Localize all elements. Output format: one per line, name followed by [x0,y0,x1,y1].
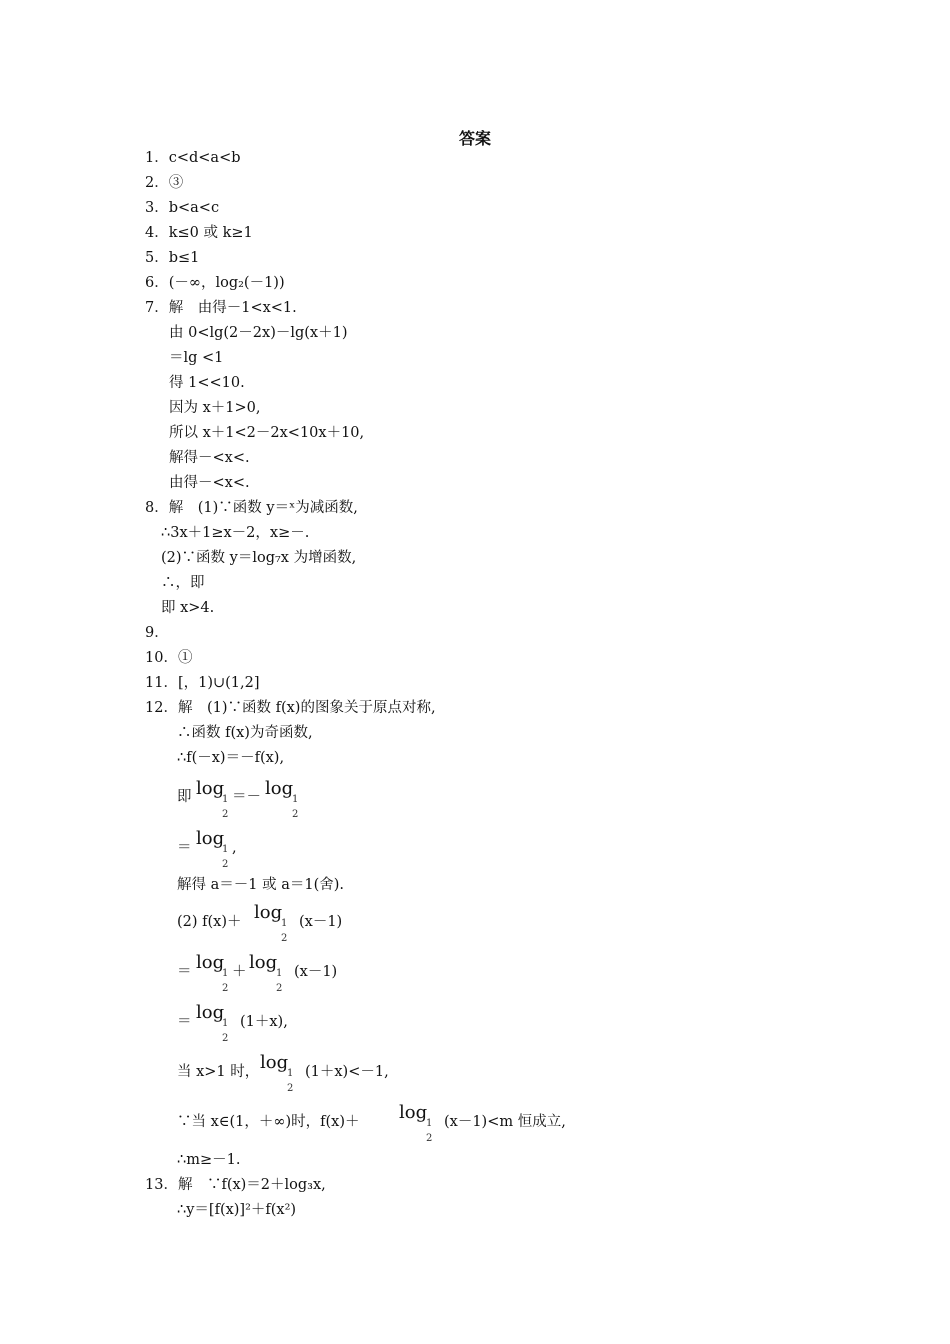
answer-7-line: ＝lg <1 [169,350,224,366]
log-symbol: log [196,828,225,849]
log-base-denominator: 2 [287,1083,294,1094]
answer-12-line: ＝ [177,840,192,856]
log-symbol: log [196,1002,225,1023]
log-base-denominator: 2 [426,1133,433,1144]
answer-6: 6．(－∞，log₂(－1)) [145,275,285,291]
answer-12-line: (x－1) [299,914,343,930]
log-symbol: log [196,952,225,973]
answer-7-line: 所以 x＋1<2－2x<10x＋10, [169,425,365,441]
log-base-denominator: 2 [222,983,229,994]
answer-4: 4．k≤0 或 k≥1 [145,225,253,241]
log-base-numerator: 1 [276,968,283,979]
answer-7-line: 由 0<lg(2－2x)－lg(x＋1) [169,325,348,341]
log-base-denominator: 2 [276,983,283,994]
log-symbol: log [196,778,225,799]
answer-12-line: ∴函数 f(x)为奇函数, [177,725,313,741]
log-base-numerator: 1 [281,918,288,929]
log-symbol: log [254,902,283,923]
answer-7-line: 解得－<x<. [169,450,250,466]
answer-12-line: (x－1) [294,964,338,980]
answer-12: 12．解 (1)∵函数 f(x)的图象关于原点对称, [145,700,436,716]
answer-12-line: 解得 a＝－1 或 a＝1(舍). [177,877,344,893]
log-symbol: log [265,778,294,799]
page-title: 答案 [458,129,491,148]
answer-13-line: ∴y＝[f(x)]²＋f(x²) [177,1202,297,1218]
log-base-numerator: 1 [222,1018,229,1029]
answer-3: 3．b<a<c [145,200,220,216]
answer-7-line: 因为 x＋1>0, [169,400,261,416]
answer-12-line: ∴f(－x)＝－f(x), [177,750,285,766]
answer-12-line: ∵当 x∈(1，＋∞)时，f(x)＋ [177,1114,360,1130]
answer-7-line: 得 1<<10. [169,375,245,391]
answer-12-line: (x－1)<m 恒成立, [444,1114,566,1130]
log-symbol: log [399,1102,428,1123]
answer-8-line: (2)∵函数 y＝log₇x 为增函数, [161,550,357,566]
log-base-numerator: 1 [426,1118,433,1129]
log-base-denominator: 2 [281,933,288,944]
answer-5: 5．b≤1 [145,250,200,266]
log-base-denominator: 2 [222,859,229,870]
answer-12-line: (1＋x), [240,1014,288,1030]
log-base-denominator: 2 [222,809,229,820]
log-symbol: log [249,952,278,973]
log-base-denominator: 2 [292,809,299,820]
log-base-numerator: 1 [222,794,229,805]
log-base-numerator: 1 [292,794,299,805]
answer-2: 2．③ [145,175,184,191]
answer-8-line: ∴，即 [161,575,205,591]
answer-12-line: ＋ [232,964,247,980]
answer-12-line: ＝ [177,1014,192,1030]
answer-10: 10．① [145,650,193,666]
answer-9: 9． [145,625,169,641]
answer-8-line: 即 x>4. [161,600,215,616]
log-base-numerator: 1 [222,844,229,855]
answer-12-line: ＝－ [232,789,261,805]
answer-12-line: 当 x>1 时， [177,1064,260,1080]
answer-8-line: ∴3x＋1≥x－2，x≥－. [161,525,310,541]
answer-11: 11．[，1)∪(1,2] [145,675,260,691]
answer-7: 7．解 由得－1<x<1. [145,300,297,316]
answer-12-line: , [232,840,237,856]
answer-8: 8．解 (1)∵函数 y＝ˣ为减函数, [145,500,358,516]
answer-12-line: ∴m≥－1. [177,1152,241,1168]
answer-7-line: 由得－<x<. [169,475,250,491]
answer-12-line: (2) f(x)＋ [177,914,242,930]
answer-12-line: 即 [177,789,192,805]
log-symbol: log [260,1052,289,1073]
log-base-numerator: 1 [222,968,229,979]
answer-12-line: ＝ [177,964,192,980]
answer-13: 13．解 ∵f(x)＝2＋log₃x, [145,1177,326,1193]
log-base-numerator: 1 [287,1068,294,1079]
answer-1: 1．c<d<a<b [145,150,241,166]
answer-12-line: (1＋x)<－1, [305,1064,389,1080]
log-base-denominator: 2 [222,1033,229,1044]
